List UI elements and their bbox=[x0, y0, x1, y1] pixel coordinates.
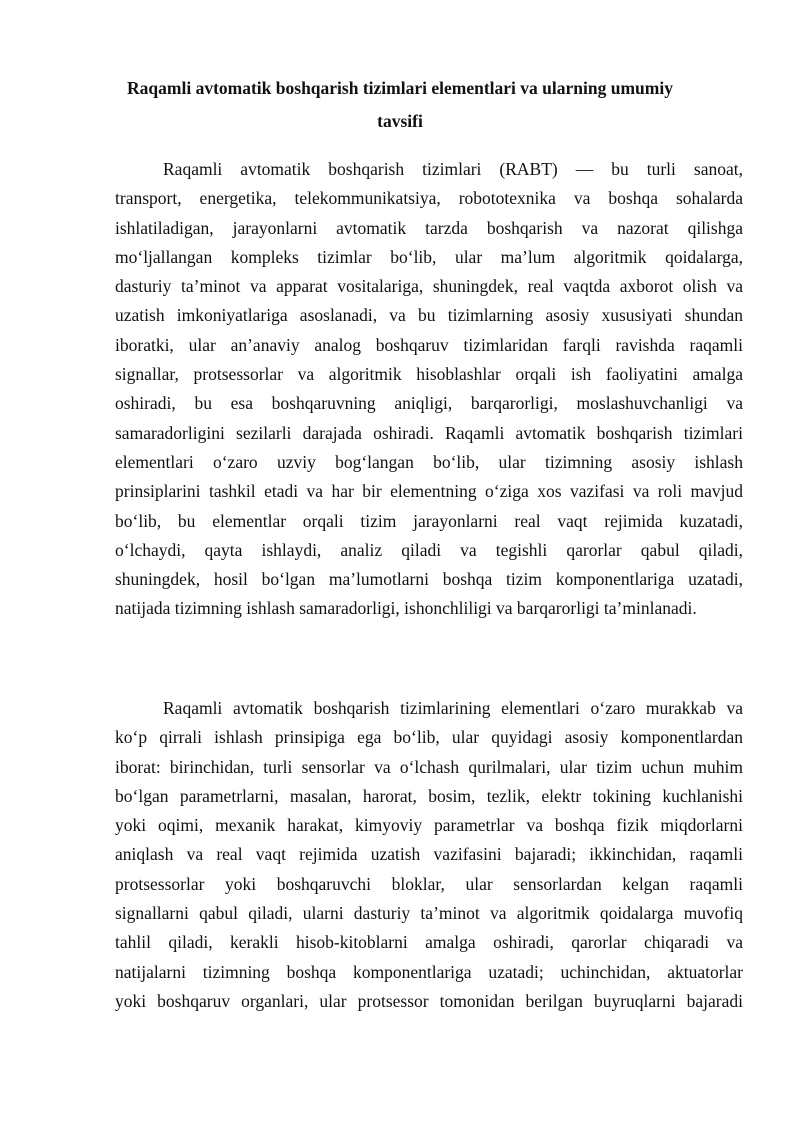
title-line: Raqamli avtomatik boshqarish tizimlari elementlari va ularning umumiy bbox=[127, 78, 673, 98]
paragraph-line: bo‘lib, bu elementlar orqali tizim jarayonlarni real vaqt rejimida kuzatadi, bbox=[115, 510, 743, 531]
document-title bbox=[115, 72, 685, 138]
paragraph-line: yoki oqimi, mexanik harakat, kimyoviy parametrlar va boshqa fizik miqdorlarni bbox=[115, 815, 743, 836]
paragraph-line: shuningdek, hosil bo‘lgan ma’lumotlarni boshqa tizim komponentlariga uzatadi, bbox=[115, 569, 743, 590]
paragraph-line: iborat: birinchidan, turli sensorlar va o‘lchash qurilmalari, ular tizim uchun muhim bbox=[115, 756, 743, 777]
paragraph-line: o‘lchaydi, qayta ishlaydi, analiz qiladi va tegishli qarorlar qabul qiladi, bbox=[115, 539, 743, 560]
title-line: tavsifi bbox=[377, 111, 423, 131]
paragraph-line: natijada tizimning ishlash samaradorligi, ishonchliligi va barqarorligi ta’minlanadi. bbox=[115, 598, 697, 619]
paragraph-line: signallarni qabul qiladi, ularni dasturiy ta’minot va algoritmik qoidalarga muvofiq bbox=[115, 903, 743, 924]
paragraph-line: bo‘lgan parametrlarni, masalan, harorat, bosim, tezlik, elektr tokining kuchlanishi bbox=[115, 785, 743, 806]
paragraph-line: yoki boshqaruv organlari, ular protsessor tomonidan berilgan buyruqlarni bajaradi bbox=[115, 990, 743, 1011]
paragraph-line: protsessorlar yoki boshqaruvchi bloklar, ular sensorlardan kelgan raqamli bbox=[115, 873, 743, 894]
paragraph-line: ko‘p qirrali ishlash prinsipiga ega bo‘lib, ular quyidagi asosiy komponentlardan bbox=[115, 727, 743, 748]
paragraph-line: elementlari o‘zaro uzviy bog‘langan bo‘lib, ular tizimning asosiy ishlash bbox=[115, 451, 743, 472]
paragraph-line: transport, energetika, telekommunikatsiya, robototexnika va boshqa sohalarda bbox=[115, 188, 743, 209]
paragraph-line: oshiradi, bu esa boshqaruvning aniqligi, barqarorligi, moslashuvchanligi va bbox=[115, 393, 743, 414]
paragraph-line: prinsiplarini tashkil etadi va har bir elementning o‘ziga xos vazifasi va roli mavjud bbox=[115, 481, 743, 502]
paragraph-line: iboratki, ular an’anaviy analog boshqaruv tizimlaridan farqli ravishda raqamli bbox=[115, 334, 743, 355]
paragraph-line: mo‘ljallangan kompleks tizimlar bo‘lib, ular ma’lum algoritmik qoidalarga, bbox=[115, 246, 743, 267]
paragraph-line: dasturiy ta’minot va apparat vositalariga, shuningdek, real vaqtda axborot olish va bbox=[115, 276, 743, 297]
paragraph-line: Raqamli avtomatik boshqarish tizimlari (RABT) — bu turli sanoat, bbox=[163, 159, 743, 179]
paragraph-line: uzatish imkoniyatlariga asoslanadi, va bu tizimlarning asosiy xususiyati shundan bbox=[115, 305, 743, 326]
paragraph-line: aniqlash va real vaqt rejimida uzatish vazifasini bajaradi; ikkinchidan, raqamli bbox=[115, 844, 743, 865]
paragraph-line: tahlil qiladi, kerakli hisob-kitoblarni amalga oshiradi, qarorlar chiqaradi va bbox=[115, 932, 743, 953]
paragraph-line: ishlatiladigan, jarayonlarni avtomatik tarzda boshqarish va nazorat qilishga bbox=[115, 217, 743, 238]
paragraph-line: signallar, protsessorlar va algoritmik hisoblashlar orqali ish faoliyatini amalga bbox=[115, 364, 743, 385]
paragraph-2 bbox=[115, 694, 743, 1016]
paragraph-1 bbox=[115, 155, 743, 624]
paragraph-line: natijalarni tizimning boshqa komponentlariga uzatadi; uchinchidan, aktuatorlar bbox=[115, 961, 743, 982]
paragraph-line: samaradorligini sezilarli darajada oshiradi. Raqamli avtomatik boshqarish tizimlari bbox=[115, 422, 743, 443]
paragraph-line: Raqamli avtomatik boshqarish tizimlarining elementlari o‘zaro murakkab va bbox=[163, 698, 743, 718]
